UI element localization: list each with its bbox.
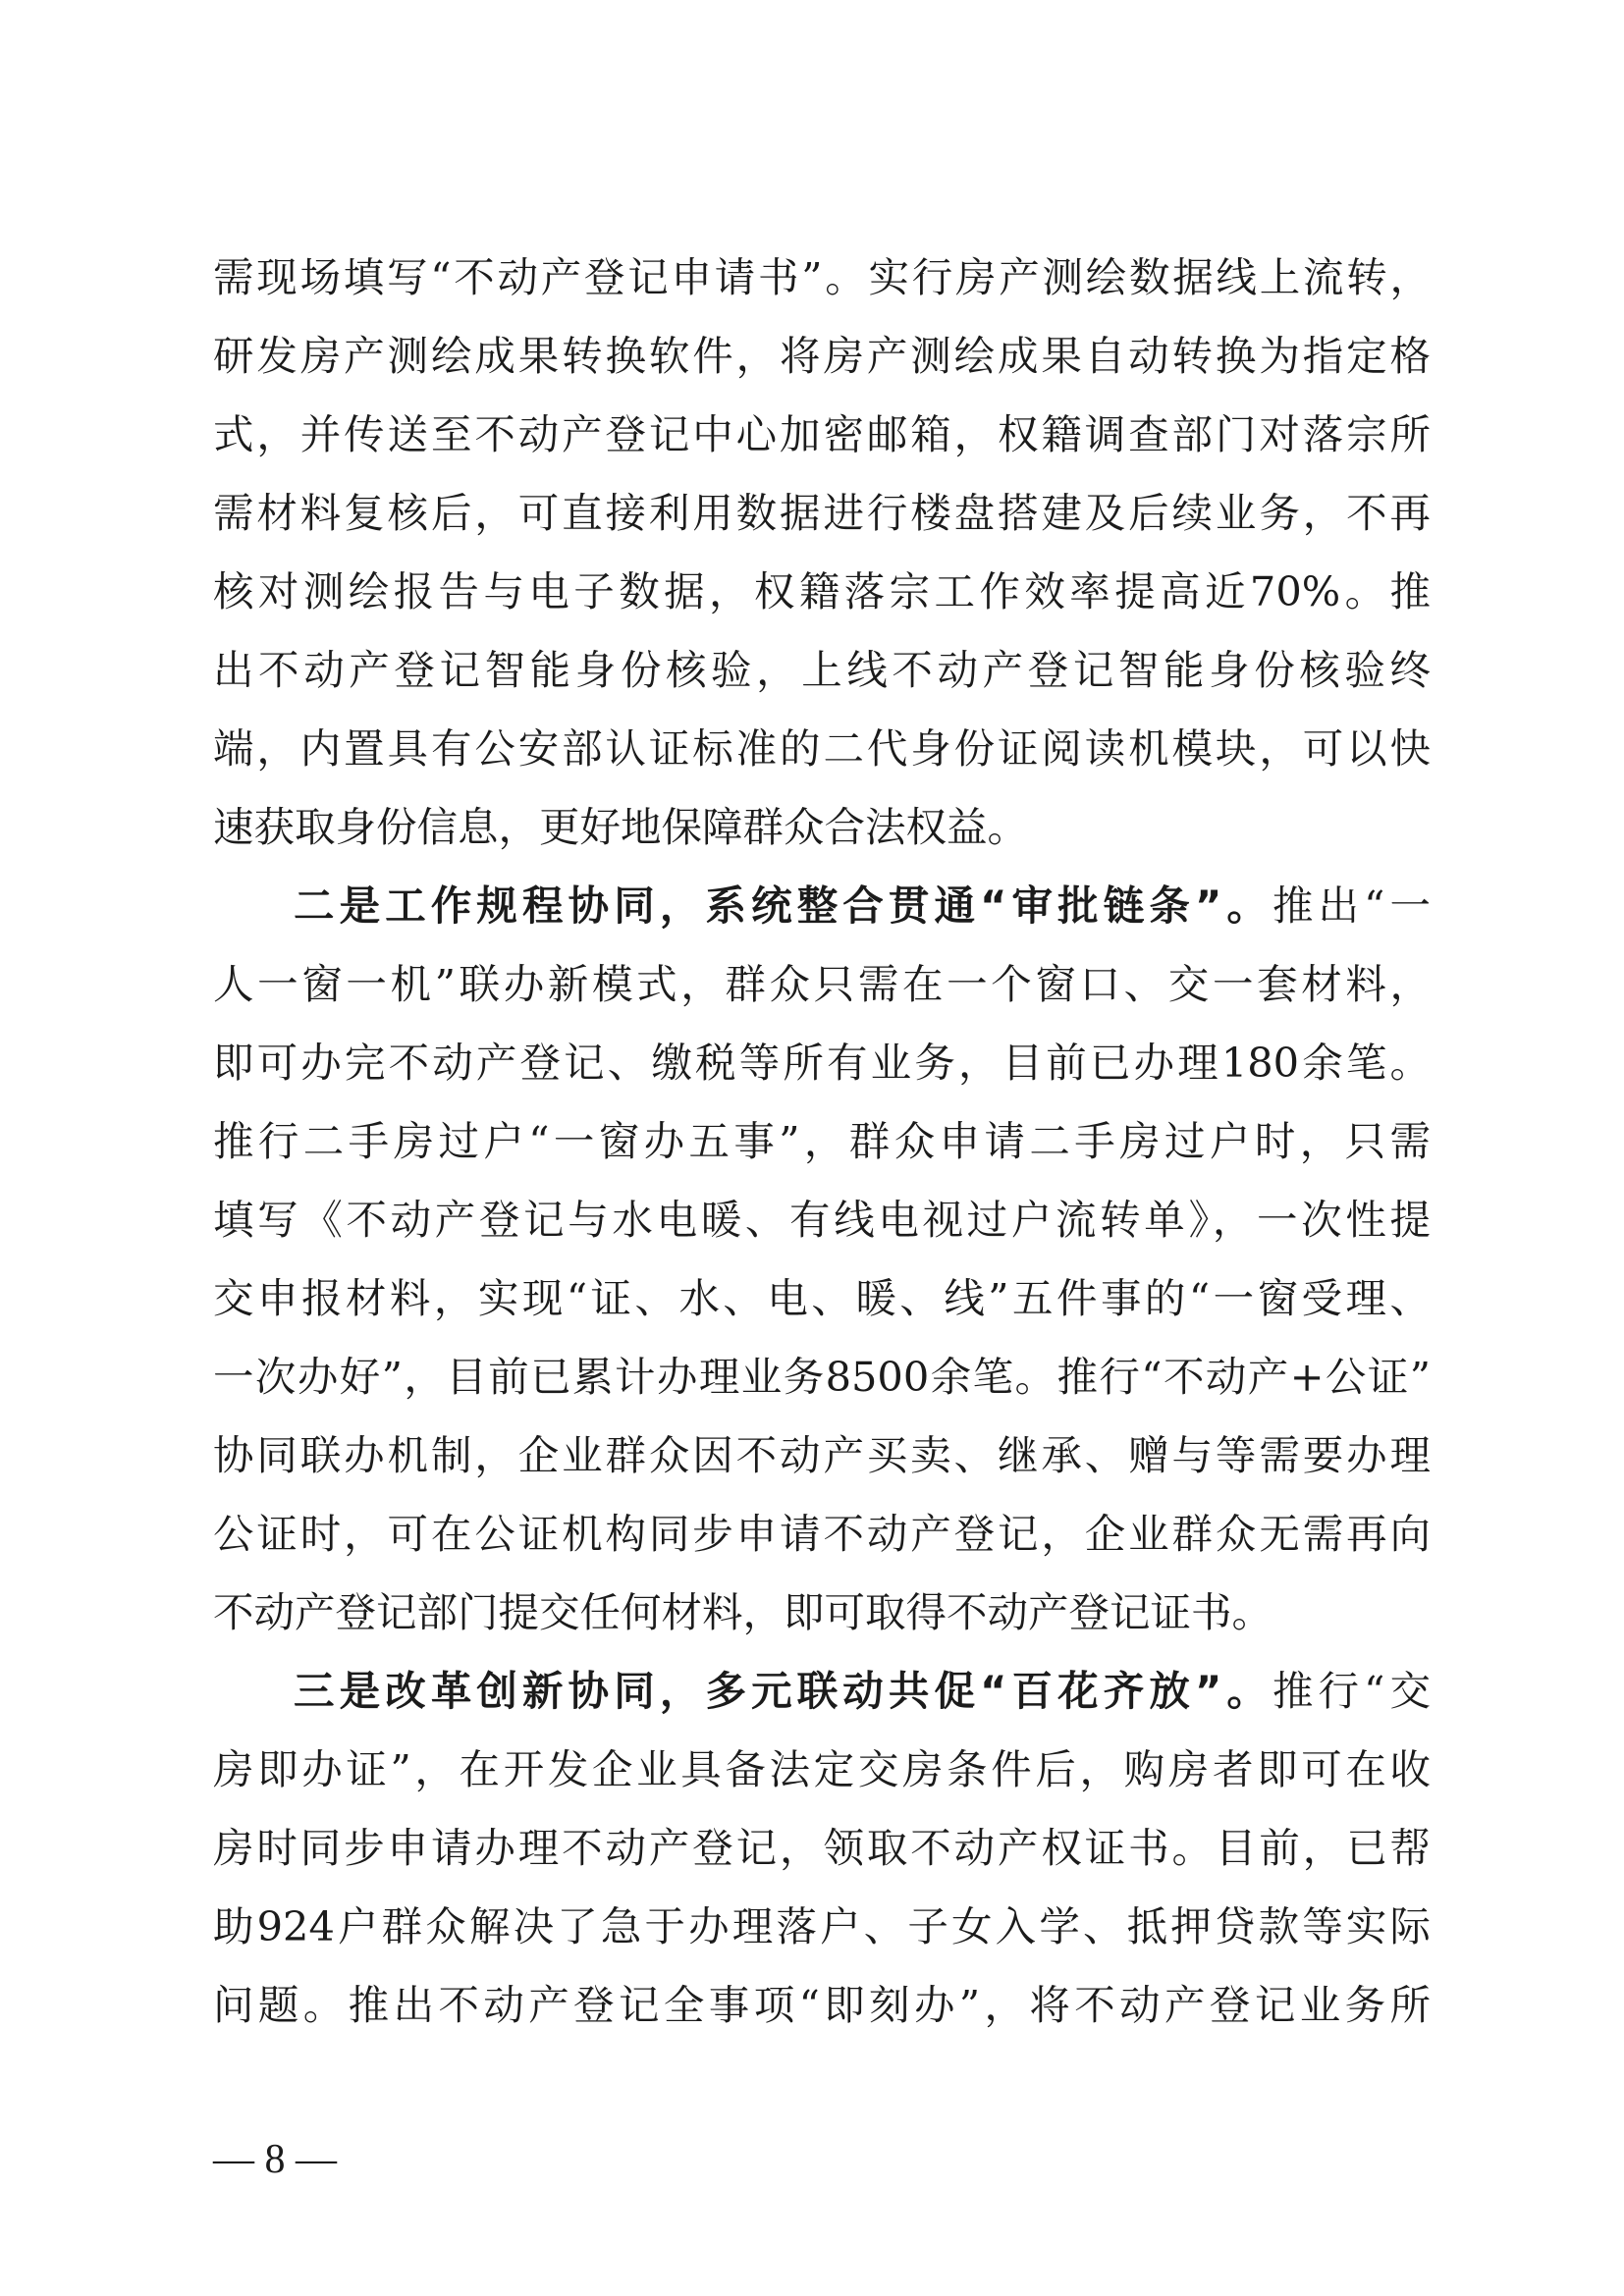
body-line: 问题。推出不动产登记全事项“即刻办”，将不动产登记业务所 [213,1981,1431,2029]
body-line: 公证时，可在公证机构同步申请不动产登记，企业群众无需再向 [213,1510,1431,1558]
body-line: 不动产登记部门提交任何材料，即可取得不动产登记证书。 [213,1588,1273,1636]
body-line: 出不动产登记智能身份核验，上线不动产登记智能身份核验终 [213,646,1431,694]
body-line: 人一窗一机”联办新模式，群众只需在一个窗口、交一套材料， [213,960,1431,1008]
paragraph-heading: 二是工作规程协同，系统整合贯通“审批链条”。 [294,881,1272,930]
body-line: 核对测绘报告与电子数据，权籍落宗工作效率提高近70%。推 [213,567,1431,615]
body-line: 速获取身份信息，更好地保障群众合法权益。 [213,803,1029,851]
body-line: 即可办完不动产登记、缴税等所有业务，目前已办理180余笔。 [213,1039,1431,1087]
body-text: 推出“一 [1272,881,1431,930]
body-line: 需现场填写“不动产登记申请书”。实行房产测绘数据线上流转， [213,253,1431,301]
page-number: — 8 — [213,2137,337,2182]
body-line: 协同联办机制，企业群众因不动产买卖、继承、赠与等需要办理 [213,1431,1431,1479]
body-line: 需材料复核后，可直接利用数据进行楼盘搭建及后续业务，不再 [213,489,1431,537]
body-line: 助924户群众解决了急于办理落户、子女入学、抵押贷款等实际 [213,1902,1431,1950]
body-text: 推行“交 [1272,1667,1431,1715]
body-line: 式，并传送至不动产登记中心加密邮箱，权籍调查部门对落宗所 [213,410,1431,458]
body-line: 房即办证”，在开发企业具备法定交房条件后，购房者即可在收 [213,1745,1431,1793]
body-line: 交申报材料，实现“证、水、电、暖、线”五件事的“一窗受理、 [213,1274,1431,1322]
paragraph-first-line [294,1652,1431,1731]
body-line: 房时同步申请办理不动产登记，领取不动产权证书。目前，已帮 [213,1824,1431,1872]
paragraph-first-line [294,867,1431,945]
body-line: 填写《不动产登记与水电暖、有线电视过户流转单》，一次性提 [213,1196,1431,1244]
paragraph-heading: 三是改革创新协同，多元联动共促“百花齐放”。 [294,1667,1272,1715]
body-line: 一次办好”，目前已累计办理业务8500余笔。推行“不动产+公证” [213,1353,1431,1401]
body-line: 端，内置具有公安部认证标准的二代身份证阅读机模块，可以快 [213,724,1431,773]
body-line: 推行二手房过户“一窗办五事”，群众申请二手房过户时，只需 [213,1117,1431,1165]
body-line: 研发房产测绘成果转换软件，将房产测绘成果自动转换为指定格 [213,332,1431,380]
